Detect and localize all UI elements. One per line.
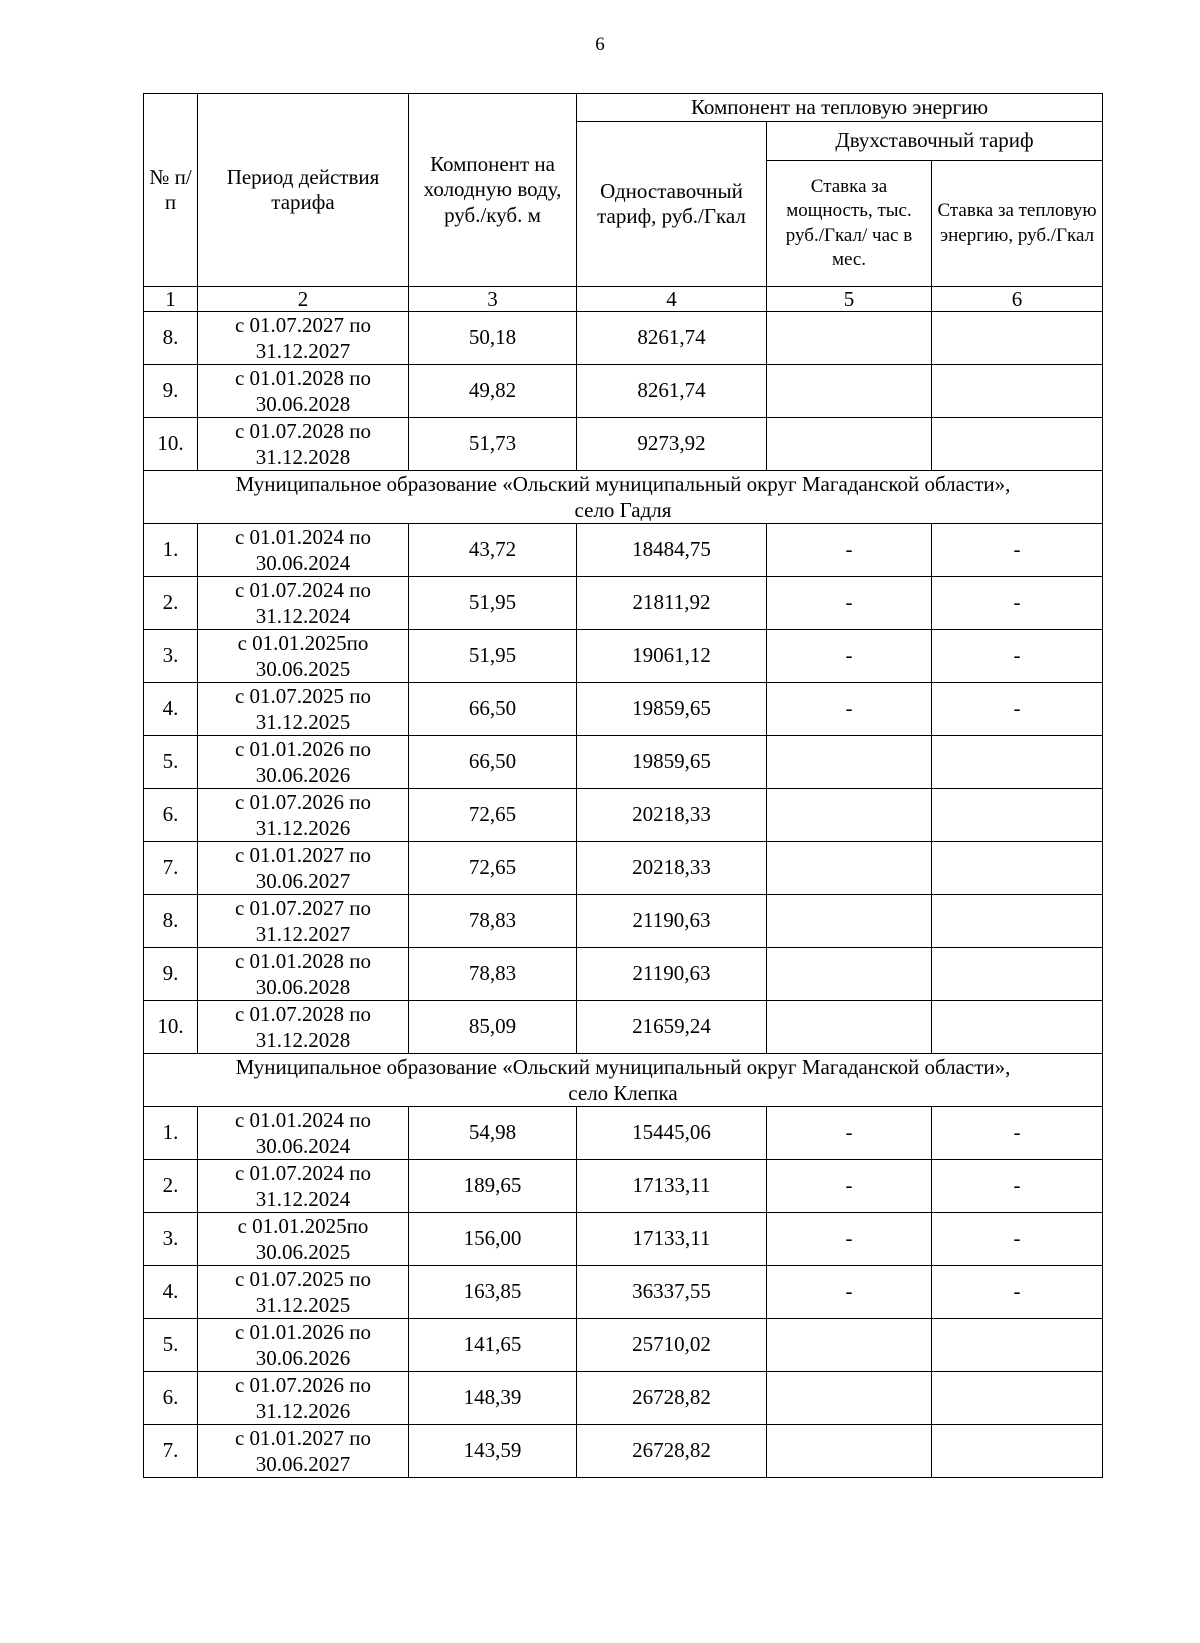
power-rate-value — [767, 1001, 932, 1054]
period-from: с 01.01.2028 по — [234, 366, 372, 390]
power-rate-value — [767, 842, 932, 895]
row-number: 4. — [144, 1266, 198, 1319]
table-row — [144, 418, 1103, 471]
header-period: Период действия тарифа — [198, 94, 409, 287]
period-to: 30.06.2025 — [255, 1240, 351, 1264]
period-from: с 01.07.2027 по — [234, 313, 372, 337]
period-to: 31.12.2028 — [255, 1028, 351, 1052]
header-one-rate: Одноставочный тариф, руб./Гкал — [577, 122, 767, 287]
table-row — [144, 1001, 1103, 1054]
row-number: 2. — [144, 577, 198, 630]
row-number: 5. — [144, 736, 198, 789]
one-rate-value: 19061,12 — [577, 630, 767, 683]
row-number: 8. — [144, 312, 198, 365]
cold-water-value: 143,59 — [409, 1425, 577, 1478]
table-row — [144, 1160, 1103, 1213]
row-number: 6. — [144, 789, 198, 842]
period-to: 31.12.2025 — [255, 710, 351, 734]
period-from: с 01.07.2026 по — [234, 1373, 372, 1397]
period-from: с 01.01.2028 по — [234, 949, 372, 973]
cold-water-value: 43,72 — [409, 524, 577, 577]
power-rate-value: - — [767, 1107, 932, 1160]
power-rate-value: - — [767, 524, 932, 577]
table-row — [144, 1319, 1103, 1372]
section-title-line: село Клепка — [568, 1081, 678, 1105]
one-rate-value: 36337,55 — [577, 1266, 767, 1319]
table-row — [144, 842, 1103, 895]
row-number: 9. — [144, 365, 198, 418]
table-row — [144, 1107, 1103, 1160]
period-cell — [198, 1213, 409, 1266]
energy-rate-value — [932, 365, 1103, 418]
period-to: 30.06.2027 — [255, 1452, 351, 1476]
one-rate-value: 17133,11 — [577, 1160, 767, 1213]
one-rate-value: 21811,92 — [577, 577, 767, 630]
one-rate-value: 20218,33 — [577, 842, 767, 895]
period-cell — [198, 683, 409, 736]
cold-water-value: 156,00 — [409, 1213, 577, 1266]
power-rate-value — [767, 1425, 932, 1478]
table-row — [144, 789, 1103, 842]
period-cell — [198, 630, 409, 683]
period-to: 30.06.2028 — [255, 975, 351, 999]
row-number: 3. — [144, 1213, 198, 1266]
energy-rate-value — [932, 789, 1103, 842]
row-number: 4. — [144, 683, 198, 736]
one-rate-value: 21190,63 — [577, 948, 767, 1001]
energy-rate-value — [932, 948, 1103, 1001]
energy-rate-value — [932, 842, 1103, 895]
power-rate-value — [767, 312, 932, 365]
header-heat-component: Компонент на тепловую энергию — [577, 94, 1103, 122]
cold-water-value: 141,65 — [409, 1319, 577, 1372]
energy-rate-value — [932, 1372, 1103, 1425]
period-to: 31.12.2025 — [255, 1293, 351, 1317]
row-number: 6. — [144, 1372, 198, 1425]
column-number: 1 — [144, 287, 198, 312]
header-energy-rate: Ставка за тепловую энергию, руб./Гкал — [932, 161, 1103, 287]
table-body — [144, 312, 1103, 1478]
period-from: с 01.07.2027 по — [234, 896, 372, 920]
power-rate-value — [767, 1372, 932, 1425]
cold-water-value: 72,65 — [409, 842, 577, 895]
header-two-rate: Двухставочный тариф — [767, 122, 1103, 161]
header-cold-water: Компонент на холодную воду, руб./куб. м — [409, 94, 577, 287]
column-number: 3 — [409, 287, 577, 312]
energy-rate-value: - — [932, 524, 1103, 577]
one-rate-value: 19859,65 — [577, 683, 767, 736]
period-cell — [198, 842, 409, 895]
period-to: 31.12.2028 — [255, 445, 351, 469]
one-rate-value: 20218,33 — [577, 789, 767, 842]
energy-rate-value — [932, 1319, 1103, 1372]
one-rate-value: 18484,75 — [577, 524, 767, 577]
period-to: 30.06.2027 — [255, 869, 351, 893]
period-to: 31.12.2026 — [255, 816, 351, 840]
column-number: 4 — [577, 287, 767, 312]
section-title — [144, 471, 1103, 524]
period-from: с 01.01.2027 по — [234, 843, 372, 867]
energy-rate-value — [932, 1001, 1103, 1054]
energy-rate-value: - — [932, 577, 1103, 630]
power-rate-value — [767, 895, 932, 948]
section-title — [144, 1054, 1103, 1107]
period-from: с 01.01.2026 по — [234, 737, 372, 761]
table-row — [144, 577, 1103, 630]
period-from: с 01.07.2024 по — [234, 578, 372, 602]
period-from: с 01.01.2025по — [237, 1214, 369, 1238]
table-row — [144, 524, 1103, 577]
period-cell — [198, 365, 409, 418]
section-title-line: Муниципальное образование «Ольский муниципальный округ Магаданской области», — [235, 472, 1011, 496]
cold-water-value: 66,50 — [409, 736, 577, 789]
period-from: с 01.01.2025по — [237, 631, 369, 655]
cold-water-value: 189,65 — [409, 1160, 577, 1213]
energy-rate-value — [932, 1425, 1103, 1478]
energy-rate-value — [932, 418, 1103, 471]
power-rate-value — [767, 365, 932, 418]
cold-water-value: 72,65 — [409, 789, 577, 842]
cold-water-value: 78,83 — [409, 895, 577, 948]
energy-rate-value — [932, 895, 1103, 948]
power-rate-value — [767, 1319, 932, 1372]
period-cell — [198, 1425, 409, 1478]
period-cell — [198, 1160, 409, 1213]
power-rate-value: - — [767, 630, 932, 683]
period-to: 31.12.2027 — [255, 339, 351, 363]
period-cell — [198, 948, 409, 1001]
period-cell — [198, 1107, 409, 1160]
energy-rate-value: - — [932, 1160, 1103, 1213]
period-to: 30.06.2025 — [255, 657, 351, 681]
row-number: 1. — [144, 524, 198, 577]
period-cell — [198, 895, 409, 948]
tariff-table — [143, 93, 1103, 1478]
table-row — [144, 895, 1103, 948]
period-to: 31.12.2026 — [255, 1399, 351, 1423]
table-row — [144, 312, 1103, 365]
row-number: 3. — [144, 630, 198, 683]
power-rate-value — [767, 789, 932, 842]
row-number: 7. — [144, 842, 198, 895]
period-cell — [198, 1319, 409, 1372]
period-cell — [198, 1001, 409, 1054]
power-rate-value — [767, 948, 932, 1001]
header-num: № п/п — [144, 94, 198, 287]
column-number: 2 — [198, 287, 409, 312]
energy-rate-value: - — [932, 630, 1103, 683]
table-row — [144, 630, 1103, 683]
row-number: 1. — [144, 1107, 198, 1160]
column-number: 6 — [932, 287, 1103, 312]
one-rate-value: 21190,63 — [577, 895, 767, 948]
row-number: 7. — [144, 1425, 198, 1478]
cold-water-value: 66,50 — [409, 683, 577, 736]
row-number: 9. — [144, 948, 198, 1001]
energy-rate-value: - — [932, 1266, 1103, 1319]
period-cell — [198, 312, 409, 365]
row-number: 5. — [144, 1319, 198, 1372]
section-header-row — [144, 1054, 1103, 1107]
table-row — [144, 1425, 1103, 1478]
section-header-row — [144, 471, 1103, 524]
period-from: с 01.07.2025 по — [234, 1267, 372, 1291]
cold-water-value: 148,39 — [409, 1372, 577, 1425]
energy-rate-value: - — [932, 683, 1103, 736]
one-rate-value: 26728,82 — [577, 1372, 767, 1425]
column-numbers-row — [144, 287, 1103, 312]
period-from: с 01.01.2024 по — [234, 525, 372, 549]
period-from: с 01.01.2027 по — [234, 1426, 372, 1450]
period-cell — [198, 736, 409, 789]
energy-rate-value: - — [932, 1213, 1103, 1266]
table-row — [144, 1213, 1103, 1266]
period-to: 31.12.2024 — [255, 1187, 351, 1211]
period-cell — [198, 418, 409, 471]
period-to: 30.06.2026 — [255, 763, 351, 787]
page-number: 6 — [595, 34, 605, 55]
cold-water-value: 85,09 — [409, 1001, 577, 1054]
cold-water-value: 49,82 — [409, 365, 577, 418]
period-to: 30.06.2024 — [255, 1134, 351, 1158]
one-rate-value: 8261,74 — [577, 365, 767, 418]
period-cell — [198, 524, 409, 577]
header-power-rate: Ставка за мощность, тыс. руб./Гкал/ час в мес. — [767, 161, 932, 287]
cold-water-value: 50,18 — [409, 312, 577, 365]
section-title-line: село Гадля — [574, 498, 672, 522]
power-rate-value — [767, 736, 932, 789]
table-row — [144, 948, 1103, 1001]
cold-water-value: 163,85 — [409, 1266, 577, 1319]
one-rate-value: 15445,06 — [577, 1107, 767, 1160]
period-to: 31.12.2027 — [255, 922, 351, 946]
one-rate-value: 9273,92 — [577, 418, 767, 471]
one-rate-value: 17133,11 — [577, 1213, 767, 1266]
cold-water-value: 54,98 — [409, 1107, 577, 1160]
table-row — [144, 1266, 1103, 1319]
one-rate-value: 26728,82 — [577, 1425, 767, 1478]
one-rate-value: 8261,74 — [577, 312, 767, 365]
energy-rate-value: - — [932, 1107, 1103, 1160]
period-to: 30.06.2026 — [255, 1346, 351, 1370]
power-rate-value — [767, 418, 932, 471]
period-from: с 01.01.2026 по — [234, 1320, 372, 1344]
energy-rate-value — [932, 736, 1103, 789]
period-to: 30.06.2024 — [255, 551, 351, 575]
table-row — [144, 1372, 1103, 1425]
energy-rate-value — [932, 312, 1103, 365]
cold-water-value: 78,83 — [409, 948, 577, 1001]
row-number: 8. — [144, 895, 198, 948]
power-rate-value: - — [767, 1213, 932, 1266]
power-rate-value: - — [767, 1266, 932, 1319]
one-rate-value: 19859,65 — [577, 736, 767, 789]
one-rate-value: 21659,24 — [577, 1001, 767, 1054]
row-number: 2. — [144, 1160, 198, 1213]
period-from: с 01.07.2028 по — [234, 1002, 372, 1026]
one-rate-value: 25710,02 — [577, 1319, 767, 1372]
table-row — [144, 365, 1103, 418]
table-header — [144, 94, 1103, 312]
row-number: 10. — [144, 418, 198, 471]
period-cell — [198, 1266, 409, 1319]
period-to: 31.12.2024 — [255, 604, 351, 628]
period-cell — [198, 789, 409, 842]
power-rate-value: - — [767, 1160, 932, 1213]
period-from: с 01.07.2024 по — [234, 1161, 372, 1185]
power-rate-value: - — [767, 683, 932, 736]
period-cell — [198, 577, 409, 630]
period-from: с 01.07.2025 по — [234, 684, 372, 708]
column-number: 5 — [767, 287, 932, 312]
power-rate-value: - — [767, 577, 932, 630]
period-from: с 01.07.2028 по — [234, 419, 372, 443]
cold-water-value: 51,73 — [409, 418, 577, 471]
period-from: с 01.01.2024 по — [234, 1108, 372, 1132]
period-from: с 01.07.2026 по — [234, 790, 372, 814]
period-to: 30.06.2028 — [255, 392, 351, 416]
cold-water-value: 51,95 — [409, 577, 577, 630]
section-title-line: Муниципальное образование «Ольский муниципальный округ Магаданской области», — [235, 1055, 1011, 1079]
cold-water-value: 51,95 — [409, 630, 577, 683]
row-number: 10. — [144, 1001, 198, 1054]
table-row — [144, 683, 1103, 736]
period-cell — [198, 1372, 409, 1425]
table-row — [144, 736, 1103, 789]
